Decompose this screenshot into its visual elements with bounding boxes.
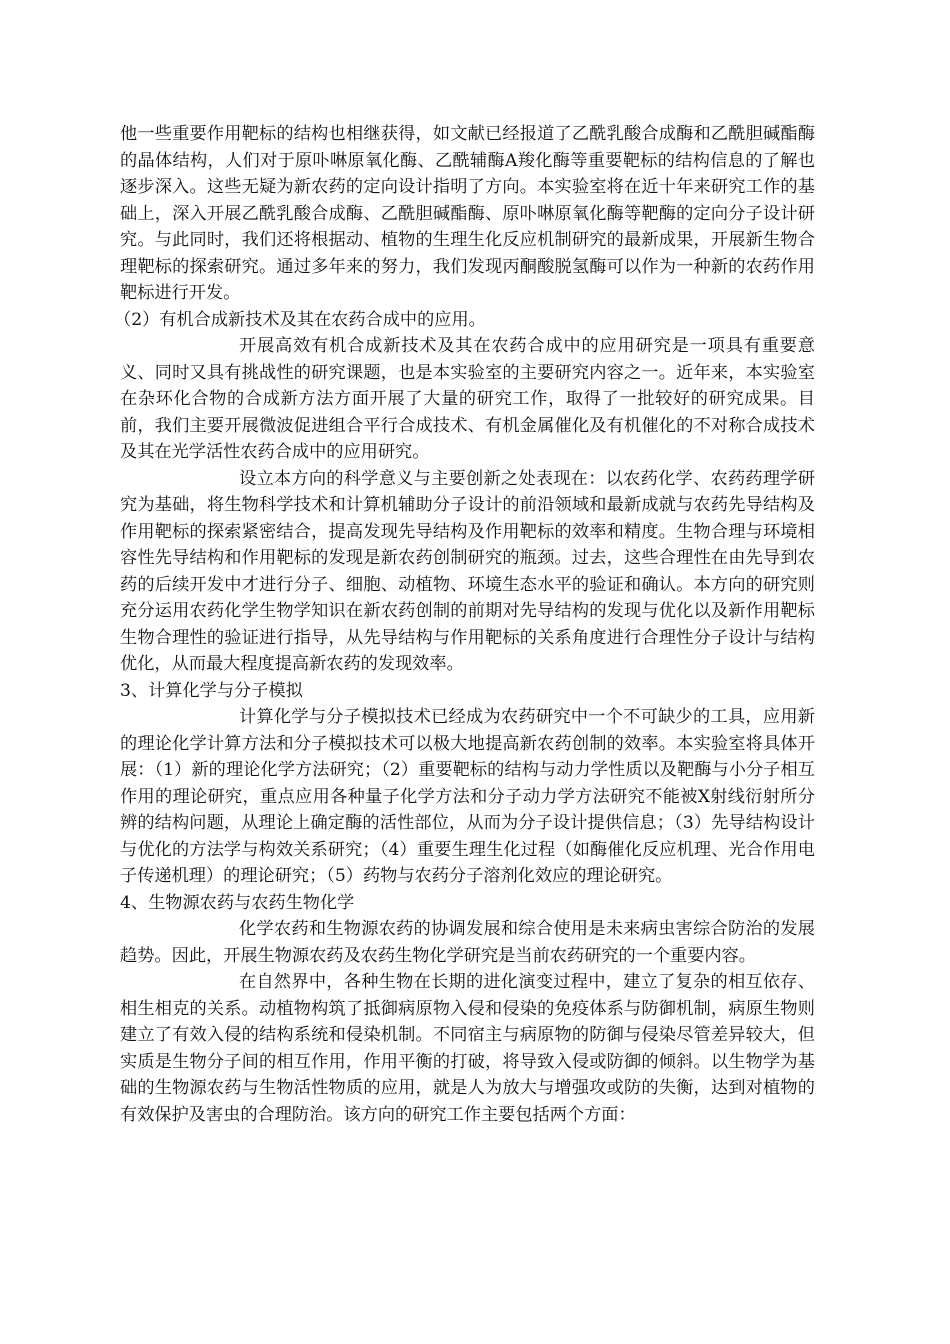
paragraph-synthesis-research: 开展高效有机合成新技术及其在农药合成中的应用研究是一项具有重要意义、同时又具有挑战性的研究课题，也是本实验室的主要研究内容之一。近年来，本实验室在杂环化合物的合成新方法方面开展了大量的研究工作，取得了一批较好的研究成果。目前，我们主要开展微波促进组合平行合成技术、有机金属催化及有机催化的不对称合成技术及其在光学活性农药合成中的应用研究。	[120, 336, 815, 462]
paragraph-natural-interactions: 在自然界中，各种生物在长期的进化演变过程中，建立了复杂的相互依存、相生相克的关系。动植物构筑了抵御病原物入侵和侵染的免疫体系与防御机制，病原生物则建立了有效入侵的结构系统和侵染机制。不同宿主与病原物的防御与侵染尽管差异较大，但实质是生物分子间的相互作用，作用平衡的打破，将导致入侵或防御的倾斜。以生物学为基础的生物源农药与生物活性物质的应用，就是人为放大与增强攻或防的失衡，达到对植物的有效保护及害虫的合理防治。该方向的研究工作主要包括两个方面：	[120, 972, 815, 1125]
paragraph-biopesticide-trend: 化学农药和生物源农药的协调发展和综合使用是未来病虫害综合防治的发展趋势。因此，开展生物源农药及农药生物化学研究是当前农药研究的一个重要内容。	[120, 919, 815, 966]
subheading-organic-synthesis: （2）有机合成新技术及其在农药合成中的应用。	[114, 309, 486, 330]
paragraph-significance-innovation: 设立本方向的科学意义与主要创新之处表现在：以农药化学、农药药理学研究为基础，将生物科学技术和计算机辅助分子设计的前沿领域和最新成就与农药先导结构及作用靶标的探索紧密结合，提高发现先导结构及作用靶标的效率和精度。生物合理与环境相容性先导结构和作用靶标的发现是新农药创制研究的瓶颈。过去，这些合理性在由先导到农药的后续开发中才进行分子、细胞、动植物、环境生态水平的验证和确认。本方向的研究则充分运用农药化学生物学知识在新农药创制的前期对先导结构的发现与优化以及新作用靶标生物合理性的验证进行指导，从先导结构与作用靶标的关系角度进行合理性分子设计与结构优化，从而最大程度提高新农药的发现效率。	[120, 468, 815, 674]
paragraph-target-structures: 他一些重要作用靶标的结构也相继获得，如文献已经报道了乙酰乳酸合成酶和乙酰胆碱酯酶的晶体结构，人们对于原卟啉原氧化酶、乙酰辅酶A羧化酶等重要靶标的结构信息的了解也逐步深入。这些无疑为新农药的定向设计指明了方向。本实验室将在近十年来研究工作的基础上，深入开展乙酰乳酸合成酶、乙酰胆碱酯酶、原卟啉原氧化酶等靶酶的定向分子设计研究。与此同时，我们还将根据动、植物的生理生化反应机制研究的最新成果，开展新生物合理靶标的探索研究。通过多年来的努力，我们发现丙酮酸脱氢酶可以作为一种新的农药作用靶标进行开发。	[120, 124, 815, 303]
document-page	[114, 121, 815, 1128]
section-heading-biopesticides: 4、生物源农药与农药生物化学	[120, 892, 355, 913]
section-heading-computational-chemistry: 3、计算化学与分子模拟	[120, 680, 303, 701]
paragraph-computational-chemistry: 计算化学与分子模拟技术已经成为农药研究中一个不可缺少的工具，应用新的理论化学计算方法和分子模拟技术可以极大地提高新农药创制的效率。本实验室将具体开展：（1）新的理论化学方法研究；（2）重要靶标的结构与动力学性质以及靶酶与小分子相互作用的理论研究，重点应用各种量子化学方法和分子动力学方法研究不能被X射线衍射所分辨的结构问题，从理论上确定酶的活性部位，从而为分子设计提供信息；（3）先导结构设计与优化的方法学与构效关系研究；（4）重要生理生化过程（如酶催化反应机理、光合作用电子传递机理）的理论研究；（5）药物与农药分子溶剂化效应的理论研究。	[120, 707, 815, 886]
